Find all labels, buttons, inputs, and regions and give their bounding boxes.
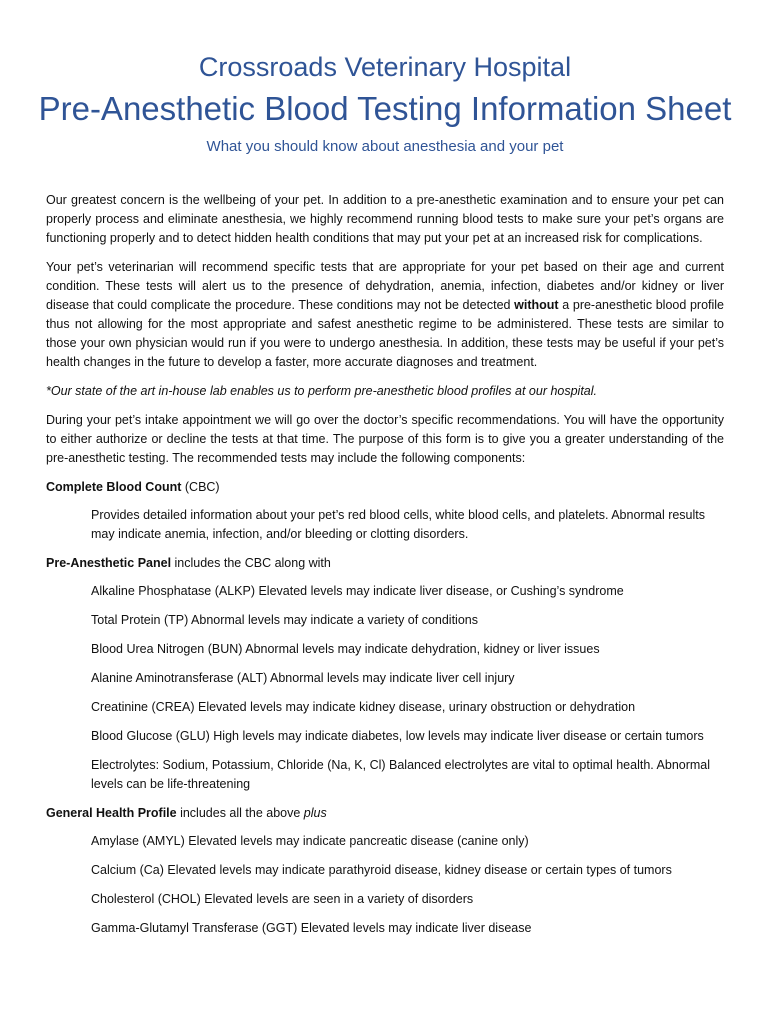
cbc-section-heading <box>46 478 724 497</box>
cbc-heading: Complete Blood Count <box>46 480 182 494</box>
cbc-item: Provides detailed information about your pet’s red blood cells, white blood cells, and platelets. Abnormal results may indicate anemia, infection, and/or bleeding or clotting disorders. <box>91 508 706 541</box>
test-item-ggt: Gamma-Glutamyl Transferase (GGT) Elevated levels may indicate liver disease <box>91 921 532 935</box>
intro-paragraph: Our greatest concern is the wellbeing of your pet. In addition to a pre-anesthetic examination and to ensure your pet can properly process and eliminate anesthesia, we highly recommend running blood tests to make sure your pet’s organs are functioning properly and to detect hidden health conditions that may put your pet at an increased risk for complications. <box>46 193 724 245</box>
general-health-heading: General Health Profile <box>46 806 177 820</box>
pre-anesthetic-heading: Pre-Anesthetic Panel <box>46 556 172 570</box>
test-item-alt: Alanine Aminotransferase (ALT) Abnormal levels may indicate liver cell injury <box>91 671 515 685</box>
general-health-plus: plus <box>303 806 327 820</box>
test-item-alkp: Alkaline Phosphatase (ALKP) Elevated levels may indicate liver disease, or Cushing’s syndrome <box>91 584 624 598</box>
document-subtitle: What you should know about anesthesia and your pet <box>206 138 564 155</box>
test-item-glu: Blood Glucose (GLU) High levels may indicate diabetes, low levels may indicate liver disease or certain tumors <box>91 729 704 743</box>
document-title: Pre-Anesthetic Blood Testing Information Sheet <box>38 90 732 127</box>
test-item-chol: Cholesterol (CHOL) Elevated levels are seen in a variety of disorders <box>91 892 474 906</box>
general-health-heading-suffix: includes all the above <box>176 806 304 820</box>
general-health-section-heading <box>46 804 724 823</box>
pre-anesthetic-heading-suffix: includes the CBC along with <box>171 556 331 570</box>
cbc-heading-suffix: (CBC) <box>181 480 220 494</box>
test-item-crea: Creatinine (CREA) Elevated levels may indicate kidney disease, urinary obstruction or dehydration <box>91 700 636 714</box>
test-item-amyl: Amylase (AMYL) Elevated levels may indicate pancreatic disease (canine only) <box>91 834 529 848</box>
in-house-lab-note: *Our state of the art in-house lab enables us to perform pre-anesthetic blood profiles at our hospital. <box>46 384 598 398</box>
intake-paragraph: During your pet’s intake appointment we will go over the doctor’s specific recommendations. You will have the opportunity to either authorize or decline the tests at that time. The purpose of this form is to give you a greater understanding of the pre-anesthetic testing. The recommended tests may include the following components: <box>46 413 724 465</box>
document-body <box>46 191 724 948</box>
recommendation-text-end: a pre-anesthetic blood profile thus not allowing for the most appropriate and safest anesthetic regime to be administered. These tests are similar to those your own physician would run if you were to undergo anesthesia. In addition, these tests may be useful if your pet’s health changes in the future to develop a faster, more accurate diagnoses and treatment. <box>46 298 725 369</box>
recommendation-paragraph <box>46 258 724 372</box>
hospital-name: Crossroads Veterinary Hospital <box>198 52 572 82</box>
test-item-ca: Calcium (Ca) Elevated levels may indicate parathyroid disease, kidney disease or certain types of tumors <box>91 863 672 877</box>
without-emphasis: without <box>514 298 559 312</box>
pre-anesthetic-section-heading <box>46 554 724 573</box>
recommendation-text-start: Your pet’s veterinarian will recommend specific tests that are appropriate for your pet based on their age and current condition. These tests will alert us to the presence of dehydration, anemia, infection, diabetes and/or kidney or liver disease that could complicate the procedure. These conditions may not be detected <box>46 260 724 312</box>
test-item-electrolytes: Electrolytes: Sodium, Potassium, Chloride (Na, K, Cl) Balanced electrolytes are vital to optimal health. Abnormal levels can be life-threatening <box>91 758 711 791</box>
test-item-bun: Blood Urea Nitrogen (BUN) Abnormal levels may indicate dehydration, kidney or liver issues <box>91 642 600 656</box>
document-header <box>0 48 770 158</box>
test-item-tp: Total Protein (TP) Abnormal levels may indicate a variety of conditions <box>91 613 478 627</box>
